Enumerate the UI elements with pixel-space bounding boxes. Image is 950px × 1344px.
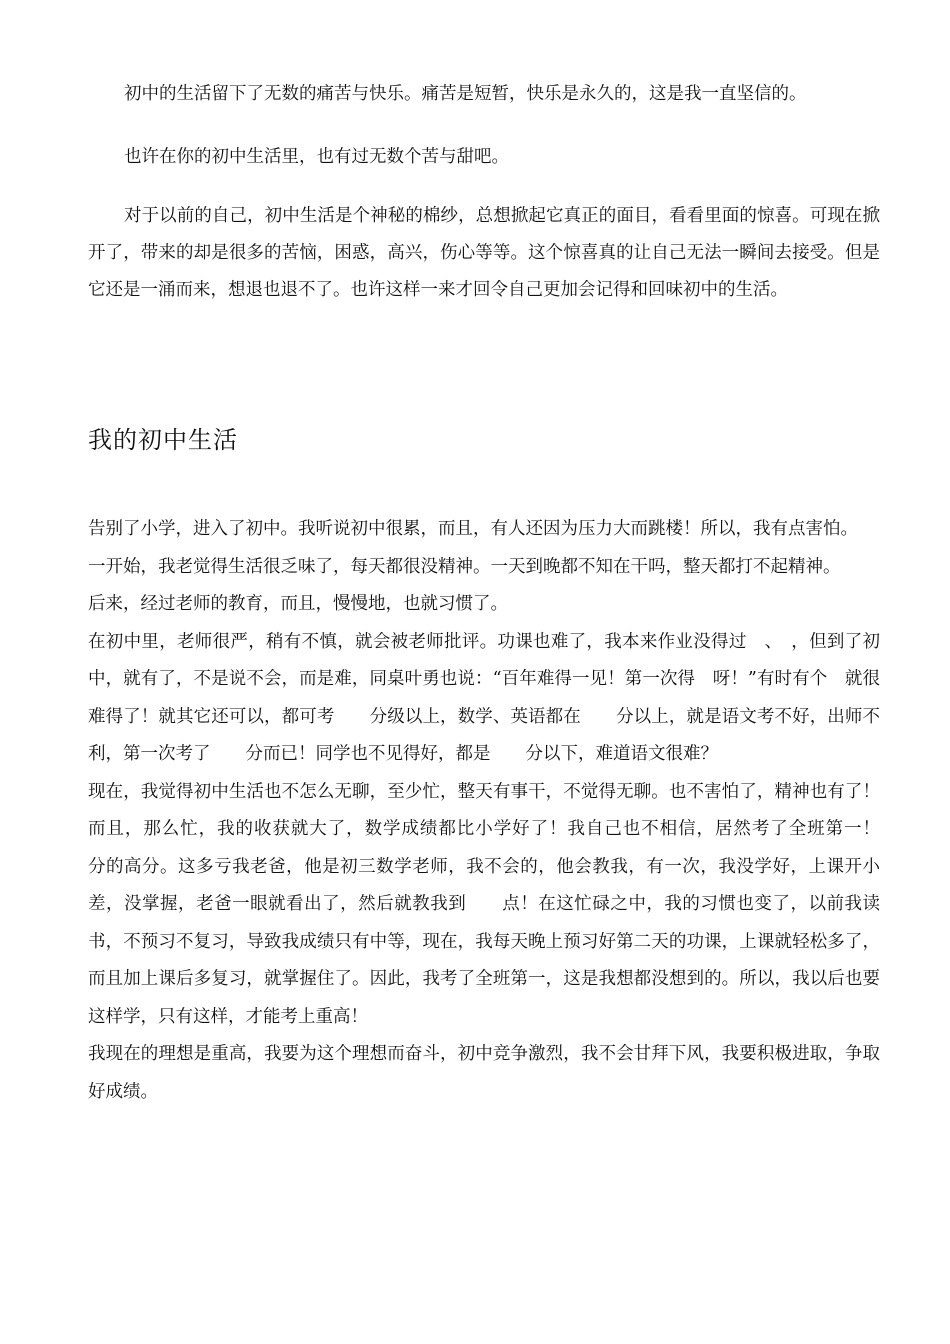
intro-paragraph-3: 对于以前的自己，初中生活是个神秘的棉纱，总想掀起它真正的面目，看看里面的惊喜。可现在掀开了，带来的却是很多的苦恼，困惑，高兴，伤心等等。这个惊喜真的让自己无法一瞬间去接受。但是它还是一涌而来，想退也退不了。也许这样一来才回令自己更加会记得和回味初中的生活。 [88, 206, 880, 300]
essay-paragraph-6: 我现在的理想是重高，我要为这个理想而奋斗，初中竞争激烈，我不会甘拜下风，我要积极进取，争取好成绩。 [88, 1044, 880, 1102]
essay-paragraph-5: 现在，我觉得初中生活也不怎么无聊，至少忙，整天有事干，不觉得无聊。也不害怕了，精神也有了！而且，那么忙，我的收获就大了，数学成绩都比小学好了！我自己也不相信，居然考了全班第一！ 分的高分。这多亏我老爸，他是初三数学老师，我不会的，他会教我，有一次，我没学好，上课开小差，没掌握，老爸一眼就看出了，然后就教我到 点！在这忙碌之中，我的习惯也变了，以前我读书，不预习不复习，导致我成绩只有中等，现在，我每天晚上预习好第二天的功课，上课就轻松多了，而且加上课后多复习，就掌握住了。因此，我考了全班第一，这是我想都没想到的。所以，我以后也要这样学，只有这样，才能考上重高！ [88, 781, 915, 1027]
essay-title: 我的初中生活 [88, 426, 238, 454]
essay-paragraph-2: 一开始，我老觉得生活很乏味了，每天都很没精神。一天到晚都不知在干吗，整天都打不起精神。 [88, 556, 841, 577]
essay-paragraph-1: 告别了小学，进入了初中。我听说初中很累，而且，有人还因为压力大而跳楼！所以，我有点害怕。 [88, 519, 858, 539]
intro-paragraph-2: 也许在你的初中生活里，也有过无数个苦与甜吧。 [124, 147, 509, 167]
essay-body [88, 511, 915, 1111]
essay-paragraph-4: 在初中里，老师很严，稍有不慎，就会被老师批评。功课也难了，我本来作业没得过 、 ，但到了初中，就有了，不是说不会，而是难，同桌叶勇也说：“百年难得一见！第一次得 呀！”有时有个 就很难得了！就其它还可以，都可考 分级以上，数学、英语都在 分以上，就是语文考不好，出师不利，第一次考了 分而已！同学也不见得好，都是 分以下，难道语文很难？ [88, 631, 880, 764]
intro-paragraph-1: 初中的生活留下了无数的痛苦与快乐。痛苦是短暂，快乐是永久的，这是我一直坚信的。 [124, 84, 807, 104]
essay-paragraph-3: 后来，经过老师的教育，而且，慢慢地，也就习惯了。 [88, 594, 508, 614]
